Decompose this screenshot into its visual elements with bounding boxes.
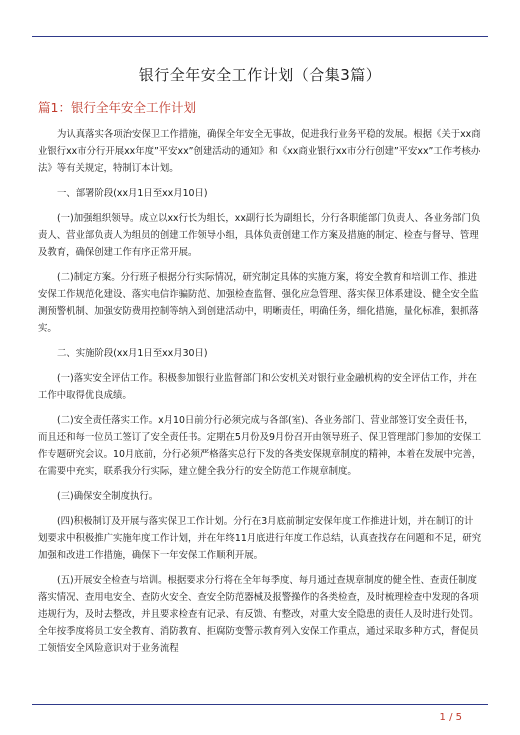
paragraph-assessment: (一)落实安全评估工作。积极参加银行业监督部门和公安机关对银行业金融机构的安全评估工作，并在工作中取得优良成绩。 <box>38 373 477 401</box>
paragraph-plan: (二)制定方案。分行班子根据分行实际情况，研究制定具体的实施方案，将安全教育和培训工作、推进安保工作规范化建设、落实电信诈骗防范、加强检查监督、强化应急管理、落实保卫体系建设、健全安全监测预警机制、加强安防费用控制等纳入到创建活动中，明晰责任，明确任务，细化措施，量化标准，狠抓落实。 <box>38 272 479 334</box>
paragraph-system-execution: (三)确保安全制度执行。 <box>57 491 159 502</box>
paragraph-inspection: (五)开展安全检查与培训。根据要求分行将在全年每季度、每月通过查规章制度的健全性、查责任制度落实情况、查用电安全、查防火安全、查安全防范器械及报警操作的各类检查，及时梳理检查中发现的各项违规行为，及时去整改，并且要求检查有记录、有反馈、有整改，对重大安全隐患的责任人及时进行处罚。全年按季度将员工安全教育、消防教育、拒腐防变警示教育列入安保工作重点，通过采取多种方式，督促员工领悟安全风险意识对于业务流程 <box>38 575 479 654</box>
paragraph-work-plan: (四)积极制订及开展与落实保卫工作计划。分行在3月底前制定安保年度工作推进计划，并在制订的计划要求中积极推广实施年度工作计划，并在年终11月底进行年度工作总结，认真查找存在问题和不足，研究加强和改进工作措施，确保下一年安保工作顺利开展。 <box>38 516 482 561</box>
section-title: 篇1：银行全年安全工作计划 <box>38 100 196 115</box>
header-rule <box>32 36 488 37</box>
footer-rule <box>32 704 488 705</box>
paragraph-responsibility: (二)安全责任落实工作。x月10日前分行必须完成与各部(室)、各业务部门、营业部签订安全责任书，而且还和每一位员工签订了安全责任书。定期在5月份及9月份召开由领导班子、保卫管理部门参加的安保工作专题研究会议。10月底前，分行必须严格落实总行下发的各类安保规章制度的精神，本着在发展中完善，在需要中充实，联系我分行实际，建立健全我分行的安全防范工作规章制度。 <box>38 415 482 477</box>
heading-deployment-phase: 一、部署阶段(xx月1日至xx月10日) <box>57 188 208 199</box>
document-body <box>38 126 482 665</box>
paragraph-organization: (一)加强组织领导。成立以xx行长为组长，xx副行长为副组长，分行各职能部门负责人、各业务部门负责人、营业部负责人为组员的创建工作领导小组，具体负责创建工作方案及措施的制定、检查与督导、管理及教育，确保创建工作有序正常开展。 <box>38 213 481 258</box>
heading-implementation-phase: 二、实施阶段(xx月1日至xx月30日) <box>57 348 208 359</box>
paragraph-intro: 为认真落实各项治安保卫工作措施，确保全年安全无事故，促进我行业务平稳的发展。根据《关于xx商业银行xx市分行开展xx年度”平安xx”创建活动的通知》和《xx商业银行xx市分行创建”平安xx”工作考核办法》等有关规定，特制订本计划。 <box>38 129 481 174</box>
document-title: 银行全年安全工作计划（合集3篇） <box>138 66 382 84</box>
page-indicator: 1 / 5 <box>439 712 462 723</box>
